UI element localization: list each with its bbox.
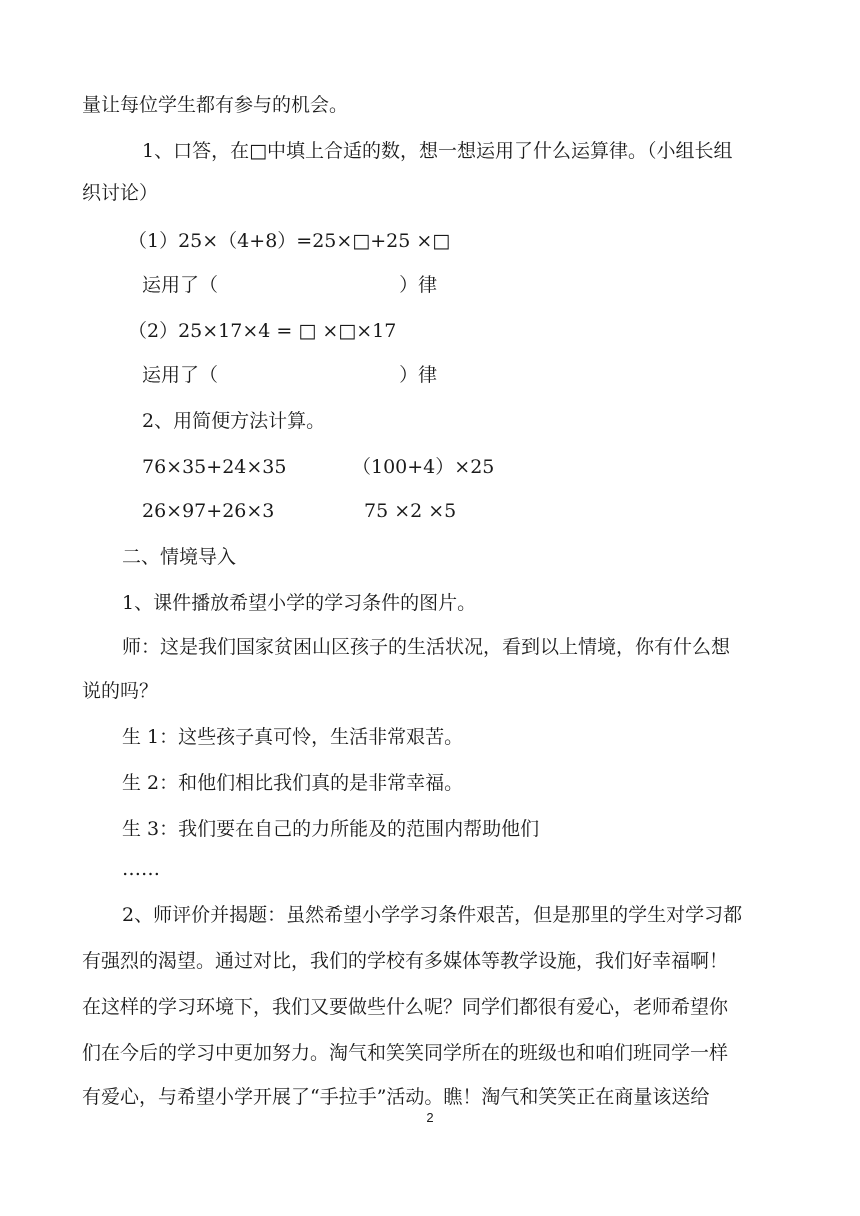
text-line: （1）25×（4+8）=25×□+25 ×□ [128, 230, 451, 252]
text-line: 运用了（ ）律 [142, 364, 438, 386]
text-line: （2）25×17×4 = □ ×□×17 [128, 320, 397, 342]
text-line: 在这样的学习环境下，我们又要做些什么呢？同学们都很有爱心，老师希望你 [82, 996, 729, 1018]
text-line: 有强烈的渴望。通过对比，我们的学校有多媒体等教学设施，我们好幸福啊！ [82, 950, 729, 972]
text-line: 运用了（ ）律 [142, 274, 438, 296]
text-line: 生 3：我们要在自己的力所能及的范围内帮助他们 [122, 818, 540, 840]
text-line: 76×35+24×35 [142, 456, 287, 478]
text-line: 织讨论） [82, 182, 159, 204]
text-line: 75 ×2 ×5 [364, 500, 457, 522]
text-line: 二、情境导入 [122, 546, 237, 568]
text-line: 1、口答，在□中填上合适的数，想一想运用了什么运算律。（小组长组 [142, 140, 733, 162]
text-line: 说的吗？ [82, 680, 159, 702]
text-line: 们在今后的学习中更加努力。淘气和笑笑同学所在的班级也和咱们班同学一样 [82, 1042, 729, 1064]
text-line: （100+4）×25 [352, 456, 495, 478]
text-line: 1、课件播放希望小学的学习条件的图片。 [122, 592, 477, 614]
text-line: 生 1：这些孩子真可怜，生活非常艰苦。 [122, 726, 464, 748]
text-line: 有爱心，与希望小学开展了“手拉手”活动。瞧！淘气和笑笑正在商量该送给 [82, 1086, 710, 1108]
text-line: 生 2：和他们相比我们真的是非常幸福。 [122, 772, 464, 794]
text-line: 2、用简便方法计算。 [142, 410, 326, 432]
text-line: 26×97+26×3 [142, 500, 275, 522]
text-line: 师：这是我们国家贫困山区孩子的生活状况，看到以上情境，你有什么想 [122, 636, 731, 658]
text-line: 量让每位学生都有参与的机会。 [82, 94, 349, 116]
text-line: …… [122, 858, 160, 880]
page-number: 2 [426, 1110, 434, 1125]
text-line: 2、师评价并揭题：虽然希望小学学习条件艰苦，但是那里的学生对学习都 [122, 904, 743, 926]
